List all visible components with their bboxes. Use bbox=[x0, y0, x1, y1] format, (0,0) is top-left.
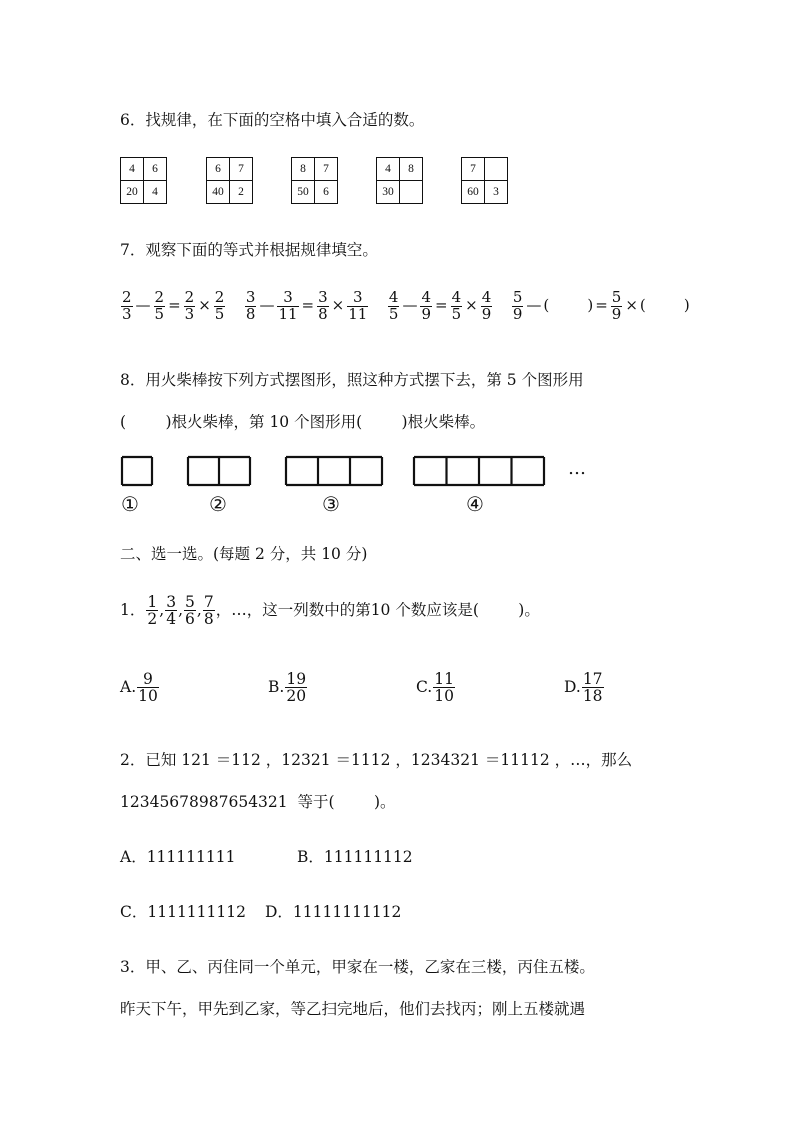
grid-cell: 60 bbox=[462, 181, 485, 204]
option-b[interactable]: B. $\frac{19}{20}$ bbox=[268, 670, 307, 706]
matchstick-figure-4 bbox=[410, 455, 548, 489]
grid-cell: 50 bbox=[292, 181, 315, 204]
option-b[interactable]: B．111111112 bbox=[297, 848, 413, 866]
figure-label-1: ① bbox=[121, 492, 139, 516]
grid-cell-blank[interactable] bbox=[485, 158, 508, 181]
grid-cell: 40 bbox=[207, 181, 230, 204]
grid-cell: 4 bbox=[377, 158, 400, 181]
grid-cell: 4 bbox=[121, 158, 144, 181]
grid-cell: 20 bbox=[121, 181, 144, 204]
grid-cell: 7 bbox=[315, 158, 338, 181]
figure-label-4: ④ bbox=[466, 492, 484, 516]
option-c[interactable]: C. $\frac{11}{10}$ bbox=[416, 670, 454, 706]
grid-cell: 6 bbox=[315, 181, 338, 204]
answer-blank[interactable]: ( ) bbox=[639, 296, 690, 315]
option-d[interactable]: D. $\frac{17}{18}$ bbox=[564, 670, 603, 706]
choice-3-text-1: 3．甲、乙、丙住同一个单元，甲家在一楼，乙家在三楼，丙住五楼。 bbox=[120, 958, 595, 976]
equation-1: $\frac{2}{3}$ — $\frac{2}{5}$ = $\frac{2}{3}$ × $\frac{2}{5}$ bbox=[122, 288, 225, 323]
choice-2-text-1: 2．已知 121 ＝112 ，12321 ＝1112 ，1234321 ＝11112 ，…，那么 bbox=[120, 751, 633, 769]
answer-blank[interactable]: ( ) bbox=[543, 296, 594, 315]
option-c[interactable]: C．1111111112 bbox=[120, 903, 246, 921]
q7-text: 7．观察下面的等式并根据规律填空。 bbox=[120, 241, 378, 259]
grid-cell-blank[interactable] bbox=[400, 181, 423, 204]
q7-equations bbox=[120, 290, 690, 323]
grid-cell: 6 bbox=[144, 158, 167, 181]
equation-2: $\frac{3}{8}$ — $\frac{3}{11}$ = $\frac{3}{8}$ × $\frac{3}{11}$ bbox=[245, 288, 368, 323]
choice-1-question: 1． $\frac{1}{2}$ , $\frac{3}{4}$ , $\frac{5}{6}$ , $\frac{7}{8}$ ，…，这一列数中的第10 个数应该是( )。 bbox=[120, 593, 540, 629]
grid-cell: 3 bbox=[485, 181, 508, 204]
matchstick-figure-1 bbox=[118, 455, 158, 489]
pattern-grid-5 bbox=[461, 157, 508, 204]
grid-cell: 7 bbox=[462, 158, 485, 181]
equation-3: $\frac{4}{5}$ — $\frac{4}{9}$ = $\frac{4}{5}$ × $\frac{4}{9}$ bbox=[388, 288, 492, 323]
pattern-grid-2 bbox=[206, 157, 253, 204]
figure-label-3: ③ bbox=[322, 492, 340, 516]
section-title: 二、选一选。(每题 2 分，共 10 分) bbox=[120, 545, 368, 563]
option-d[interactable]: D．11111111112 bbox=[265, 903, 402, 921]
matchstick-figure-3 bbox=[282, 455, 386, 489]
equation-4: $\frac{5}{9}$ — ( ) = $\frac{5}{9}$ × ( ) bbox=[512, 288, 690, 323]
choice-2-text-2: 12345678987654321 等于( )。 bbox=[120, 793, 396, 811]
grid-cell: 7 bbox=[230, 158, 253, 181]
q8-text-2: ( )根火柴棒，第 10 个图形用( )根火柴棒。 bbox=[120, 413, 486, 431]
choice-3-text-2: 昨天下午，甲先到乙家，等乙扫完地后，他们去找丙；刚上五楼就遇 bbox=[120, 1000, 586, 1018]
pattern-grid-1 bbox=[120, 157, 167, 204]
grid-cell: 30 bbox=[377, 181, 400, 204]
option-a[interactable]: A．111111111 bbox=[120, 848, 236, 866]
grid-cell: 8 bbox=[292, 158, 315, 181]
pattern-grid-3 bbox=[291, 157, 338, 204]
grid-cell: 2 bbox=[230, 181, 253, 204]
grid-cell: 4 bbox=[144, 181, 167, 204]
q8-text-1: 8．用火柴棒按下列方式摆图形，照这种方式摆下去，第 5 个图形用 bbox=[120, 371, 584, 389]
matchstick-figure-2 bbox=[184, 455, 256, 489]
grid-cell: 8 bbox=[400, 158, 423, 181]
grid-cell: 6 bbox=[207, 158, 230, 181]
option-a[interactable]: A. $\frac{9}{10}$ bbox=[120, 670, 158, 706]
q6-text: 6．找规律，在下面的空格中填入合适的数。 bbox=[120, 111, 425, 129]
ellipsis: … bbox=[568, 458, 586, 479]
pattern-grid-4 bbox=[376, 157, 423, 204]
figure-label-2: ② bbox=[209, 492, 227, 516]
